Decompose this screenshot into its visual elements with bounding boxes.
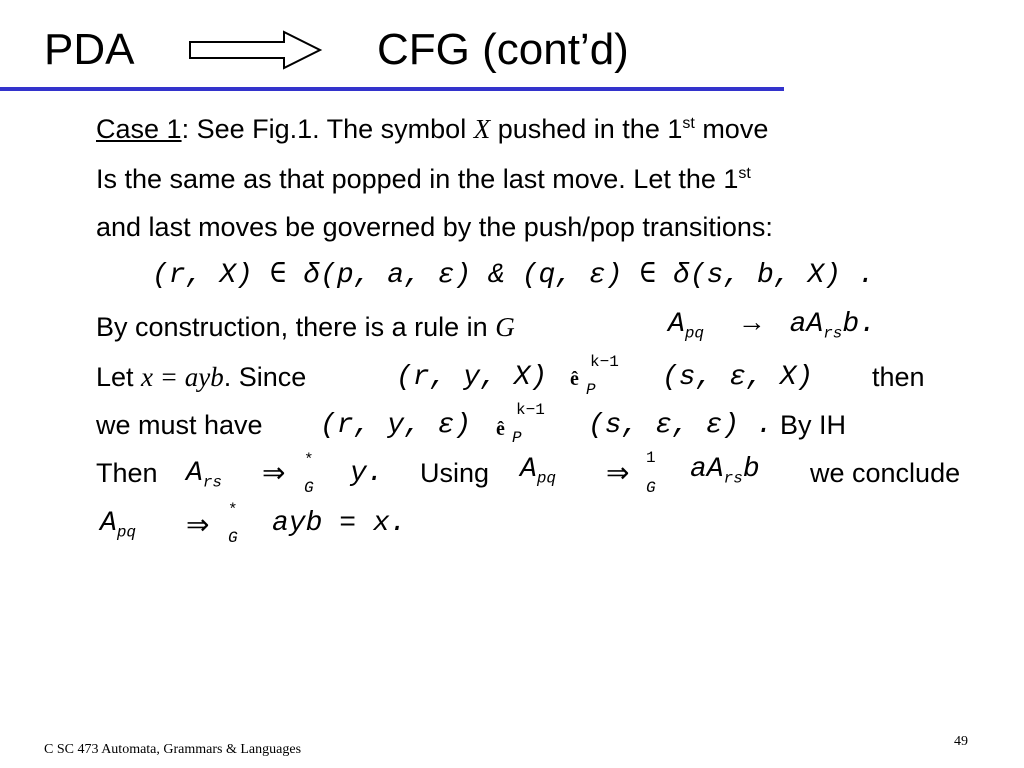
- derives-symbol-3: ⇒: [186, 510, 210, 541]
- we-conclude-text: we conclude: [810, 458, 961, 488]
- turnstile-symbol: ê: [570, 368, 579, 390]
- line-3: and last moves be governed by the push/pop transitions:: [96, 212, 773, 242]
- right-arrow-symbol: →: [737, 307, 766, 338]
- turnstile-symbol-2: ê: [496, 418, 505, 440]
- configuration-3: (r, y, ε): [320, 410, 472, 441]
- right-arrow-icon: [188, 28, 324, 72]
- line-2: Is the same as that popped in the last move. Let the 1st: [96, 164, 751, 194]
- page-number: 49: [954, 734, 968, 749]
- configuration-1: (r, y, X): [396, 362, 548, 393]
- configuration-4: (s, ε, ε) .: [588, 410, 773, 441]
- line-5: By construction, there is a rule in G: [96, 312, 515, 342]
- title-rule: [0, 87, 784, 91]
- derives-symbol-1: ⇒: [262, 458, 286, 489]
- derives-symbol-2: ⇒: [606, 458, 630, 489]
- course-footer: C SC 473 Automata, Grammars & Languages: [44, 742, 302, 757]
- by-ih-text: By IH: [780, 410, 847, 440]
- derived-y: y.: [350, 458, 384, 489]
- derivation-2: $A_{pq}$: [520, 454, 557, 488]
- using-text: Using: [420, 458, 490, 488]
- case-label: Case 1: [96, 114, 182, 144]
- then-text: then: [872, 362, 925, 392]
- line-1: Case 1: See Fig.1. The symbol X pushed in the 1st move: [96, 114, 769, 144]
- configuration-2: (s, ε, X): [662, 362, 814, 393]
- derivation-2-rhs: $aA_{rs}b$: [690, 454, 760, 488]
- conclusion-lhs: $A_{pq}$: [100, 508, 137, 542]
- transition-expression: (r, X) ∈ δ(p, a, ε) & (q, ε) ∈ δ(s, b, X) .: [152, 260, 875, 291]
- derivation-1: $A_{rs}$: [186, 458, 223, 492]
- line-6: Let x = ayb. Since: [96, 362, 307, 392]
- conclusion-rhs: ayb = x.: [272, 508, 407, 539]
- line-7-text: we must have: [96, 410, 263, 440]
- grammar-rule: $A_{pq} \to aA_{rs}b$.: [668, 307, 876, 343]
- title-left: PDA: [44, 25, 135, 74]
- title-right: CFG (cont’d): [377, 25, 629, 74]
- line-8-then: Then: [96, 458, 158, 488]
